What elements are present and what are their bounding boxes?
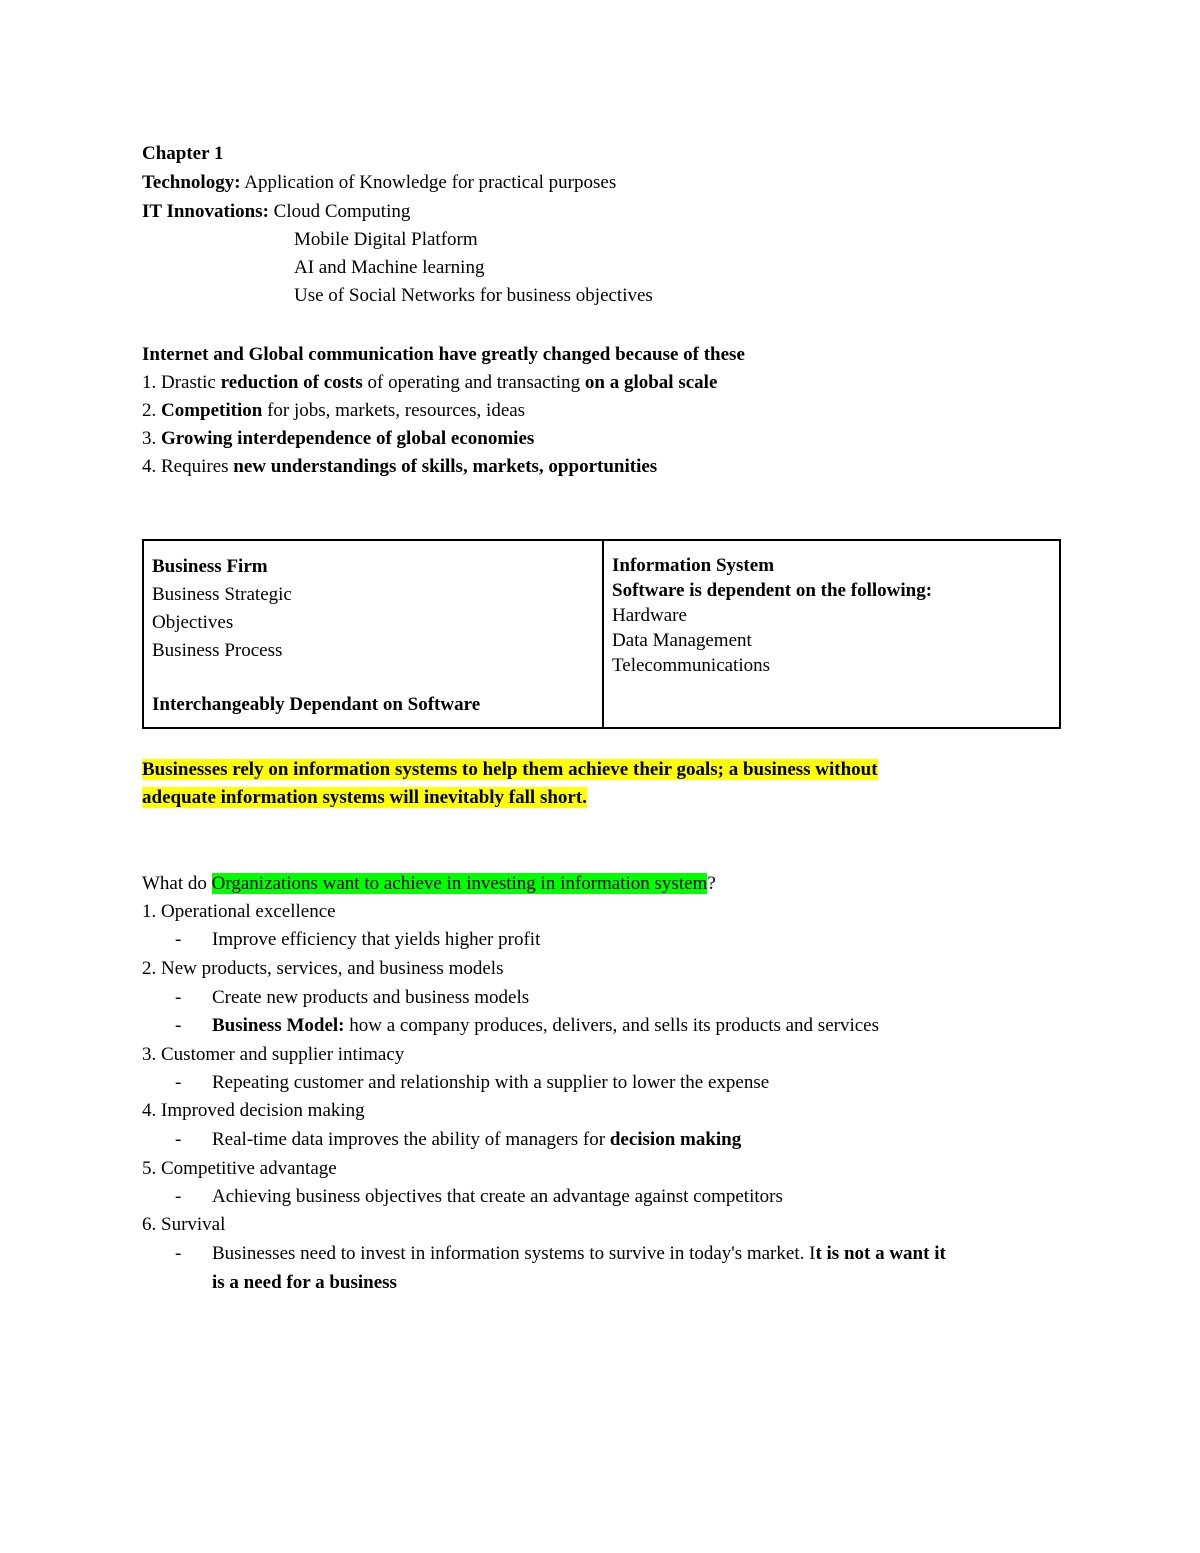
internet-item-3 (142, 425, 534, 453)
text-run: how a company produces, delivers, and sells its products and services (344, 1015, 880, 1036)
technology-text: Application of Knowledge for practical purposes (240, 172, 617, 193)
bullet-dash: - (175, 1186, 182, 1207)
text-run: for jobs, markets, resources, ideas (262, 400, 526, 421)
objective-item: 2. New products, services, and business models (142, 958, 504, 979)
text-run: 3. (142, 428, 161, 449)
text-run-bold: on a global scale (584, 372, 718, 393)
text-run: Real-time data improves the ability of managers for (212, 1129, 610, 1150)
bullet-dash: - (175, 929, 182, 950)
objective-subitem (212, 1126, 741, 1154)
text-run-bold: Business Model: (212, 1015, 345, 1036)
it-innovation-item: AI and Machine learning (294, 257, 485, 278)
text-run: 1. Drastic (142, 372, 221, 393)
text-run-bold: reduction of costs (220, 372, 363, 393)
information-system-line: Data Management (612, 630, 752, 651)
objective-subitem: Achieving business objectives that create an advantage against competitors (212, 1186, 783, 1207)
it-innovations-line (142, 198, 410, 226)
yellow-highlight: adequate information systems will inevitably fall short. (142, 787, 587, 808)
objective-subitem (212, 1240, 946, 1268)
information-system-subtitle: Software is dependent on the following: (612, 580, 933, 601)
text-run: 4. Requires (142, 456, 234, 477)
internet-heading: Internet and Global communication have greatly changed because of these (142, 344, 745, 365)
highlight-line-1 (142, 756, 878, 784)
text-run-bold: Growing interdependence of global economies (161, 428, 535, 449)
objective-item: 6. Survival (142, 1214, 226, 1235)
spacer (152, 665, 594, 691)
business-firm-line: Objectives (152, 612, 234, 633)
question-line (142, 870, 716, 898)
business-firm-title: Business Firm (152, 556, 268, 577)
bullet-dash: - (175, 1129, 182, 1150)
objective-item: 1. Operational excellence (142, 901, 336, 922)
text-run: What do (142, 873, 212, 894)
text-run: 2. (142, 400, 161, 421)
internet-item-2 (142, 397, 525, 425)
objective-item: 4. Improved decision making (142, 1100, 365, 1121)
objective-subitem: Improve efficiency that yields higher profit (212, 929, 541, 950)
objective-subitem: Create new products and business models (212, 987, 530, 1008)
text-run-bold: decision making (609, 1129, 742, 1150)
information-system-line: Hardware (612, 605, 687, 626)
chapter-heading: Chapter 1 (142, 143, 224, 164)
highlight-line-2 (142, 784, 587, 812)
business-firm-line: Business Strategic (152, 584, 292, 605)
bullet-dash: - (175, 1015, 182, 1036)
bullet-dash: - (175, 1072, 182, 1093)
business-firm-footer: Interchangeably Dependant on Software (152, 694, 481, 715)
information-system-title: Information System (612, 555, 775, 576)
it-innovation-item: Use of Social Networks for business objectives (294, 285, 653, 306)
objective-subitem (212, 1012, 879, 1040)
text-run-bold: Competition (161, 400, 263, 421)
objective-item: 3. Customer and supplier intimacy (142, 1044, 405, 1065)
information-system-line: Telecommunications (612, 655, 771, 676)
yellow-highlight: Businesses rely on information systems to help them achieve their goals; a business without (142, 759, 878, 780)
objective-subitem: Repeating customer and relationship with a supplier to lower the expense (212, 1072, 770, 1093)
bullet-dash: - (175, 1243, 182, 1264)
text-run: Businesses need to invest in information systems to survive in today's market. I (212, 1243, 816, 1264)
text-run-bold: t is not a want it (815, 1243, 946, 1264)
objective-item: 5. Competitive advantage (142, 1158, 337, 1179)
technology-line (142, 169, 616, 197)
technology-label: Technology: (142, 172, 241, 193)
business-is-table (142, 539, 1061, 729)
it-innovations-label: IT Innovations: (142, 201, 269, 222)
it-innovation-item: Mobile Digital Platform (294, 229, 478, 250)
text-run: of operating and transacting (362, 372, 585, 393)
bullet-dash: - (175, 987, 182, 1008)
business-firm-cell (143, 540, 603, 728)
text-run-bold: new understandings of skills, markets, opportunities (233, 456, 658, 477)
text-run: ? (707, 873, 716, 894)
business-firm-line: Business Process (152, 640, 283, 661)
internet-item-1 (142, 369, 717, 397)
internet-item-4 (142, 453, 657, 481)
objective-subitem-continuation: is a need for a business (212, 1272, 397, 1293)
it-innovation-item: Cloud Computing (268, 201, 411, 222)
information-system-cell (603, 540, 1060, 728)
green-highlight: Organizations want to achieve in investing in information system (211, 873, 708, 894)
